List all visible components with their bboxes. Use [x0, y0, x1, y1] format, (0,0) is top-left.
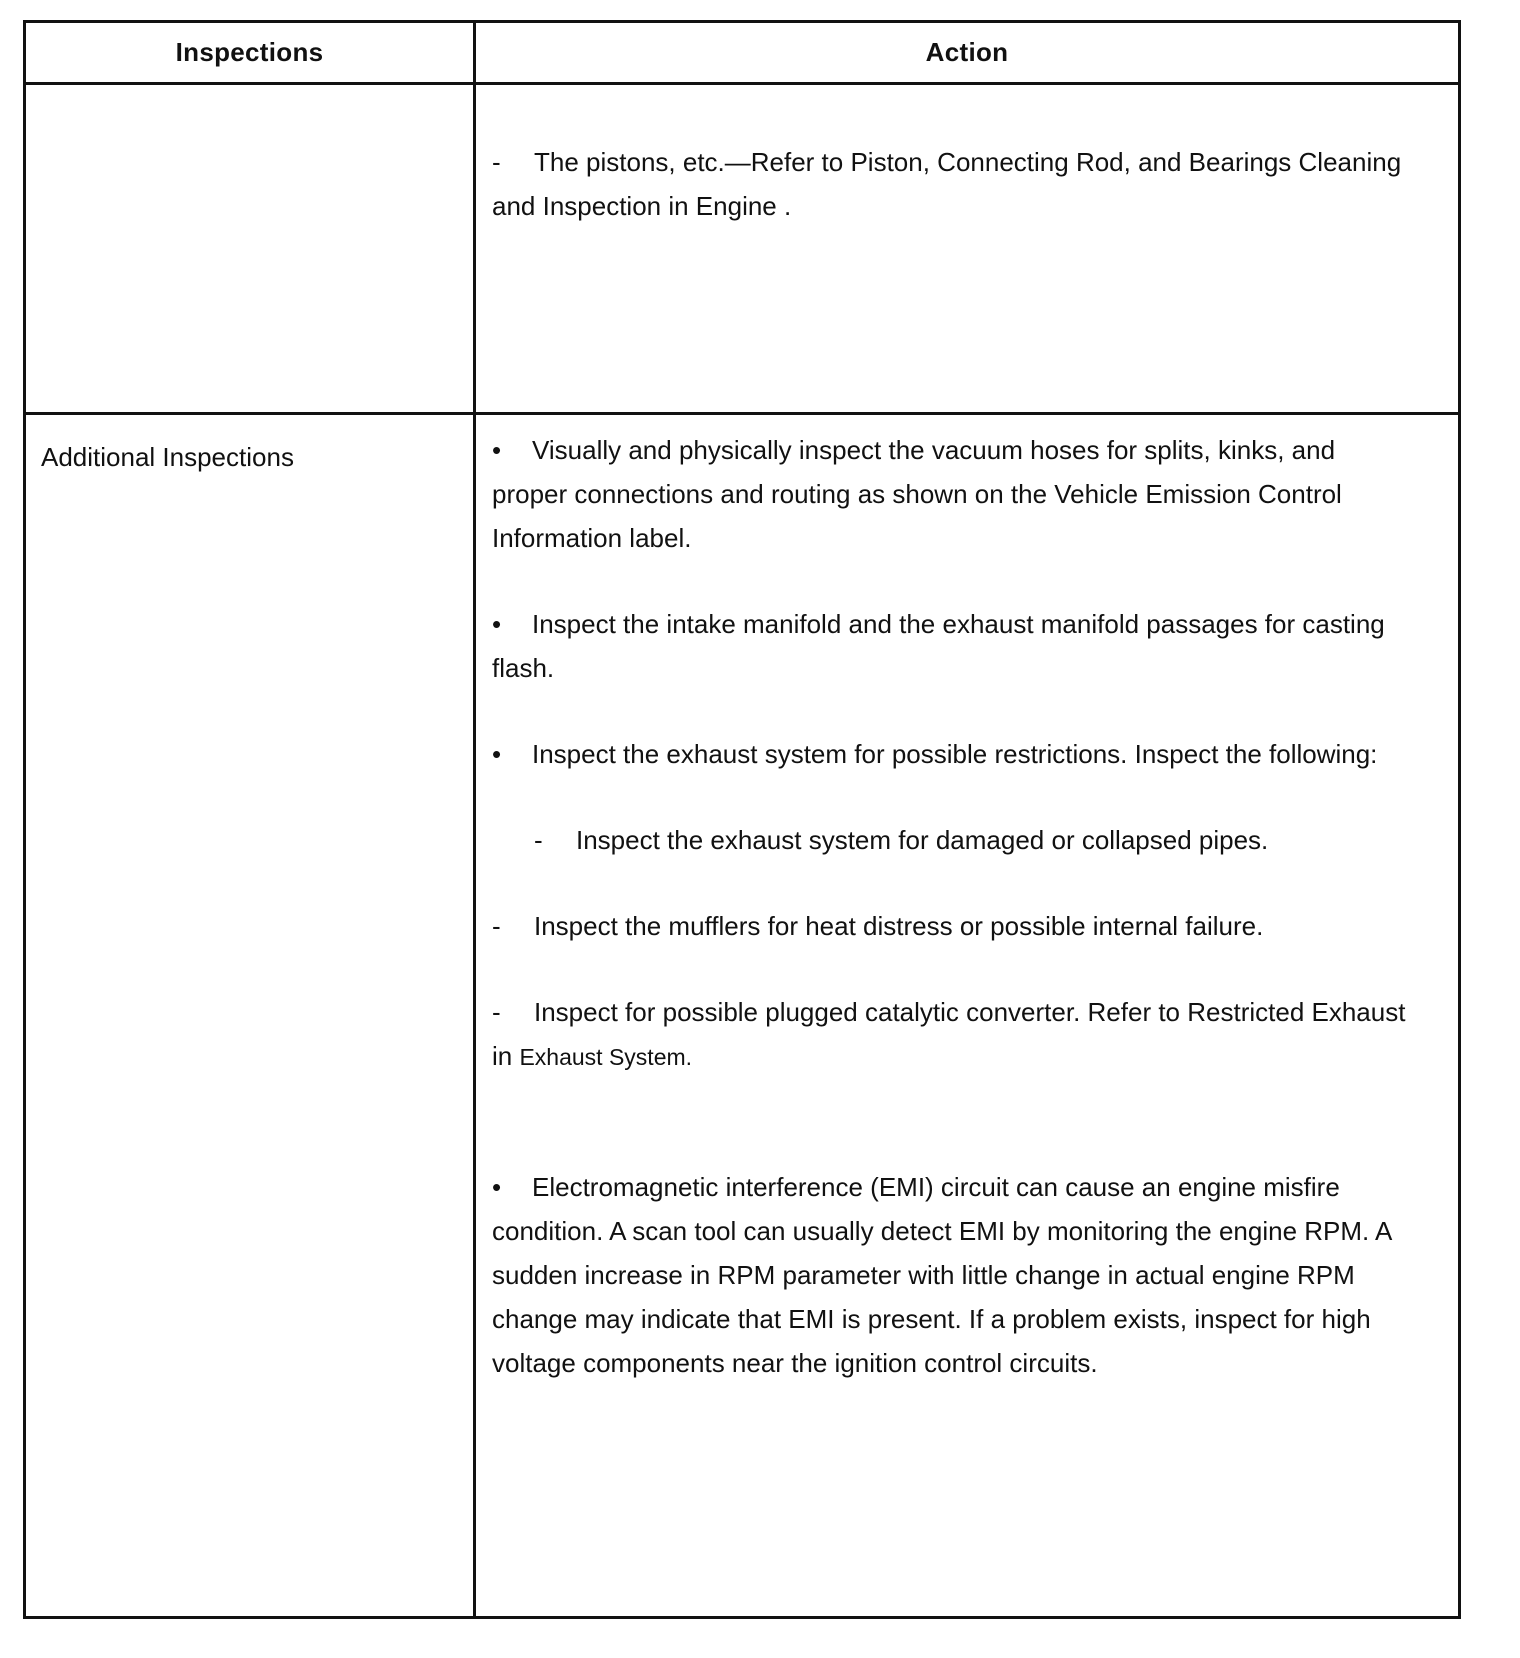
dash-marker: - — [534, 825, 543, 855]
action-item — [492, 1165, 1412, 1385]
action-text-reference: Exhaust System. — [519, 1044, 693, 1070]
action-text: Inspect for possible plugged catalytic converter. Refer to Restricted Exhaust in — [492, 997, 1406, 1071]
action-text: The pistons, etc.—Refer to Piston, Connecting Rod, and Bearings Cleaning and Inspection in Engine . — [492, 147, 1402, 221]
bullet-marker: • — [492, 739, 502, 769]
action-text: Electromagnetic interference (EMI) circuit can cause an engine misfire condition. A scan tool can usually detect EMI by monitoring the engine RPM. A sudden increase in RPM parameter with little change in actual engine RPM change may indicate that EMI is present. If a problem exists, inspect for high voltage components near the ignition control circuits. — [492, 1172, 1391, 1378]
dash-marker: - — [492, 911, 501, 941]
bullet-marker: • — [492, 435, 502, 465]
inspection-table — [23, 20, 1461, 1619]
table-row — [26, 415, 1458, 1616]
action-item — [492, 602, 1412, 690]
column-divider — [473, 415, 476, 1616]
action-item — [534, 818, 1412, 862]
table-row — [26, 85, 1458, 415]
action-item — [492, 428, 1412, 560]
inspection-label: Additional Inspections — [41, 442, 294, 472]
action-text: Visually and physically inspect the vacuum hoses for splits, kinks, and proper connections and routing as shown on the Vehicle Emission Control Information label. — [492, 435, 1342, 553]
bullet-marker: • — [492, 609, 502, 639]
header-inspections: Inspections — [175, 37, 324, 67]
action-cell — [492, 140, 1412, 228]
dash-marker: - — [492, 997, 501, 1027]
action-text: Inspect the exhaust system for damaged or collapsed pipes. — [576, 825, 1269, 855]
action-item — [492, 990, 1412, 1079]
table-header-row — [26, 23, 1458, 85]
column-divider — [473, 85, 476, 412]
action-text: Inspect the exhaust system for possible restrictions. Inspect the following: — [532, 739, 1378, 769]
header-action: Action — [925, 37, 1009, 67]
action-text: Inspect the mufflers for heat distress or possible internal failure. — [534, 911, 1264, 941]
action-item — [492, 140, 1412, 228]
action-text: Inspect the intake manifold and the exhaust manifold passages for casting flash. — [492, 609, 1385, 683]
action-item — [492, 904, 1412, 948]
bullet-marker: • — [492, 1172, 502, 1202]
action-cell — [492, 428, 1412, 1385]
action-item — [492, 732, 1412, 776]
dash-marker: - — [492, 147, 501, 177]
